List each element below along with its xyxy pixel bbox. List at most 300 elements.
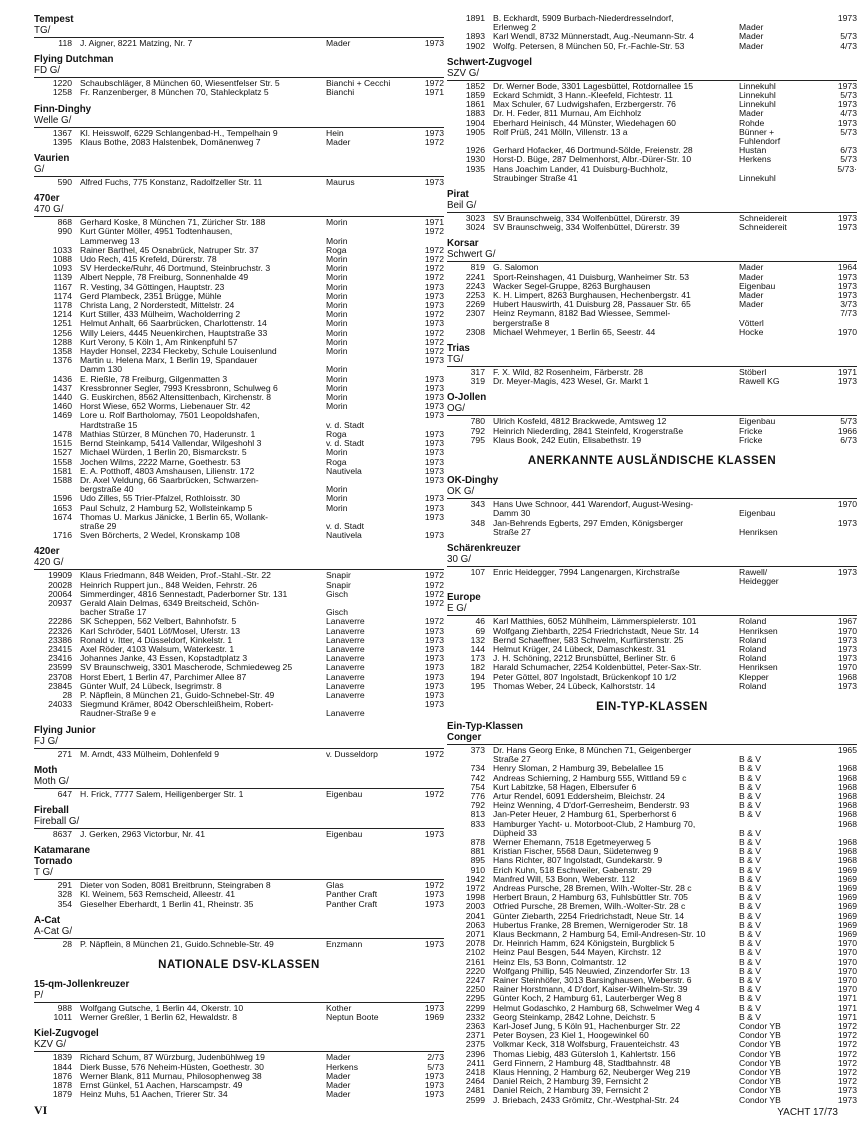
owner-address: Hans Richter, 807 Ingolstadt, Gundekarstr. 9: [493, 855, 663, 866]
owner-address: Alfred Fuchs, 775 Konstanz, Radolfzeller Str. 11: [80, 177, 263, 188]
owner-address: Heinz Wenning, 4 D'dorf-Gerresheim, Benderstr. 93: [493, 800, 690, 811]
registry-row: [447, 568, 857, 586]
year: 1972: [837, 1067, 857, 1078]
class-section: [34, 193, 444, 540]
sail-number: 1256: [52, 327, 72, 338]
sail-number: 2363: [465, 1021, 485, 1032]
class-code: FJ G/: [34, 735, 58, 747]
sail-number: 2481: [465, 1085, 485, 1096]
sail-number: 20937: [48, 597, 72, 608]
builder: Lanaverre: [326, 689, 365, 700]
builder: B & V: [739, 919, 761, 930]
year: 1972: [837, 1039, 857, 1050]
year: 1973: [424, 699, 444, 710]
sail-number: 1935: [465, 163, 485, 174]
year: 1973: [837, 1085, 857, 1096]
owner-address: K. H. Limpert, 8263 Burghausen, Hechenbergstr. 41: [493, 290, 691, 301]
class-section: [447, 238, 857, 337]
year: 1973: [424, 438, 444, 449]
sail-number: 2250: [465, 984, 485, 995]
year: 2/73: [427, 1052, 444, 1063]
builder: Morin: [326, 364, 348, 375]
class-code: A-Cat G/: [34, 925, 73, 937]
year: 1968: [837, 671, 857, 682]
sail-number: 173: [470, 653, 485, 664]
owner-address: J. Gerken, 2963 Victorbur, Nr. 41: [80, 828, 205, 839]
owner-address: Ernst Günkel, 51 Aachen, Harscampstr. 49: [80, 1080, 243, 1091]
sail-number: 2307: [465, 308, 485, 319]
builder: Mader: [326, 1080, 351, 1091]
owner-address: Heinz Muhs, 51 Aachen, Trierer Str. 34: [80, 1089, 228, 1100]
sail-number: 590: [57, 177, 72, 188]
builder: Roga: [326, 456, 347, 467]
owner-address: Andreas Schierning, 2 Hamburg 555, Wittland 59 c: [493, 772, 687, 783]
class-code: E G/: [447, 603, 467, 615]
year: 1968: [837, 800, 857, 811]
builder: Bünner + Fuhlendorf: [739, 126, 781, 147]
builder: Hein: [326, 127, 344, 138]
owner-address: Kl. Heisswolf, 6229 Schlangenbad-H., Tempelhain 9: [80, 127, 278, 138]
owner-address: Dr. Hans Georg Enke, 8 München 71, Geigenberger Straße 27: [493, 744, 692, 765]
sail-number: 734: [470, 763, 485, 774]
sail-number: 1859: [465, 90, 485, 101]
year: 1973: [424, 456, 444, 467]
builder: Lanaverre: [326, 708, 365, 719]
sail-number: 20028: [48, 579, 72, 590]
year: 1970: [837, 326, 857, 337]
builder: Linnekuhl: [739, 90, 776, 101]
builder: Condor YB: [739, 1057, 781, 1068]
owner-address: SV Braunschweig, 334 Wolfenbüttel, Dürerstr. 39: [493, 222, 680, 233]
year: 1973: [424, 355, 444, 366]
builder: Lanaverre: [326, 680, 365, 691]
year: 1969: [837, 873, 857, 884]
builder: Lanaverre: [326, 616, 365, 627]
builder: Klepper: [739, 671, 769, 682]
sail-number: 1088: [52, 254, 72, 265]
owner-address: SV Braunschweig, 3301 Mascherode, Schmiedeweg 25: [80, 662, 293, 673]
class-code: SZV G/: [447, 67, 480, 79]
owner-address: Jochen Wilms, 2222 Marne, Goethestr. 53: [80, 456, 241, 467]
builder: Mader: [326, 1070, 351, 1081]
builder: Henriksen: [739, 625, 778, 636]
year: 1973: [837, 222, 857, 233]
builder: Roland: [739, 680, 767, 691]
owner-address: Günter Wulf, 24 Lübeck, Isegrimstr. 8: [80, 680, 222, 691]
owner-address: SK Scheppen, 562 Velbert, Bahnhofstr. 5: [80, 616, 237, 627]
owner-address: Gerhard Hofacker, 46 Dortmund-Sölde, Freienstr. 28: [493, 145, 693, 156]
sail-number: 1674: [52, 511, 72, 522]
sail-number: 1437: [52, 382, 72, 393]
year: 1973: [837, 517, 857, 528]
registry-row: [447, 820, 857, 838]
builder: Linnekuhl: [739, 80, 776, 91]
year: 1973: [424, 653, 444, 664]
sail-number: 1653: [52, 502, 72, 513]
class-section: [447, 543, 857, 586]
registry-row: [34, 750, 444, 759]
sail-number: 1861: [465, 99, 485, 110]
year: 1971: [424, 217, 444, 228]
owner-address: Lore u. Rolf Bartholomay, 7501 Leopoldshafen, Hardtstraße 15: [80, 410, 260, 430]
sail-number: 195: [470, 680, 485, 691]
sail-number: 1972: [465, 882, 485, 893]
year: 1973: [424, 1070, 444, 1081]
sail-number: 1033: [52, 244, 72, 255]
class-code: OG/: [447, 403, 465, 415]
year: 1968: [837, 790, 857, 801]
builder: Morin: [326, 318, 348, 329]
sail-number: 1852: [465, 80, 485, 91]
builder: Fricke: [739, 425, 763, 436]
owner-address: Siegmund Krämer, 8042 Oberschleißheim, Robert- Raudner-Straße 9 e: [80, 699, 274, 719]
sail-number: 754: [470, 781, 485, 792]
year: 1973: [424, 671, 444, 682]
builder: Hocke: [739, 326, 764, 337]
year: 1973: [837, 117, 857, 128]
sail-number: 22286: [48, 616, 72, 627]
class-code: Schwert G/: [447, 249, 496, 261]
owner-address: Wolfgang Phillip, 545 Neuwied, Zinzendorfer Str. 13: [493, 965, 690, 976]
owner-address: Gieselher Eberhardt, 1 Berlin 41, Rheinstr. 35: [80, 898, 254, 909]
year: 1972: [424, 748, 444, 759]
builder: Glas: [326, 880, 344, 891]
builder: Morin: [326, 447, 348, 458]
year: 1972: [424, 616, 444, 627]
class-code: FD G/: [34, 65, 61, 77]
year: 1973: [424, 828, 444, 839]
year: 1973: [424, 511, 444, 522]
class-code: 30 G/: [447, 553, 471, 565]
sail-number: 194: [470, 671, 485, 682]
owner-address: Michael Wehmeyer, 1 Berlin 65, Seestr. 44: [493, 326, 656, 337]
class-name: Vaurien: [34, 153, 70, 165]
builder: Eigenbau: [739, 508, 776, 519]
sail-number: 1251: [52, 318, 72, 329]
builder: B & V: [739, 772, 761, 783]
builder: Lanaverre: [326, 643, 365, 654]
year: 1973: [424, 689, 444, 700]
owner-address: Wolfgang Gutsche, 1 Berlin 44, Okerstr. 10: [80, 1003, 244, 1013]
owner-address: Schaubschläger, 8 München 60, Wiesentfelser Str. 5: [80, 78, 280, 89]
year: 6/73: [840, 434, 857, 445]
registry-row: [447, 519, 857, 537]
builder: Morin: [326, 493, 348, 504]
owner-address: Wacker Segel-Gruppe, 8263 Burghausen: [493, 280, 651, 291]
sail-number: 1093: [52, 263, 72, 274]
builder: B & V: [739, 882, 761, 893]
builder: Linnekuhl: [739, 172, 776, 183]
sail-number: 107: [470, 566, 485, 577]
owner-address: Ulrich Kosfeld, 4812 Brackwede, Amtsweg 12: [493, 416, 667, 427]
builder: B & V: [739, 781, 761, 792]
owner-address: Günter Koch, 2 Hamburg 61, Lauterberger Weg 8: [493, 993, 682, 1004]
owner-address: Herbert Braun, 2 Hamburg 63, Fuhlsbüttler Str. 705: [493, 892, 688, 903]
builder: Morin: [326, 235, 348, 246]
sail-number: 742: [470, 772, 485, 783]
owner-address: Bernd Steinkamp, 5414 Vallendar, Wilgeshohl 3: [80, 438, 262, 449]
class-section: [447, 721, 857, 1105]
registry-row: [34, 476, 444, 494]
year: 7/73: [840, 308, 857, 319]
owner-address: Volkmar Keck, 318 Wolfsburg, Frauenteichstr. 43: [493, 1039, 680, 1050]
sail-number: 3023: [465, 213, 485, 224]
year: 1973: [424, 634, 444, 645]
builder: Condor YB: [739, 1030, 781, 1041]
sail-number: 1998: [465, 892, 485, 903]
owner-address: Wolfg. Petersen, 8 München 50, Fr.-Fachle-Str. 53: [493, 40, 685, 51]
builder: B & V: [739, 910, 761, 921]
year: 1973: [837, 271, 857, 282]
year: 1972: [837, 1076, 857, 1087]
owner-address: Udo Rech, 415 Krefeld, Dürerstr. 78: [80, 254, 217, 265]
builder: Mader: [739, 271, 764, 282]
class-section: [447, 392, 857, 445]
class-section: [34, 153, 444, 187]
registry-row: [447, 436, 857, 445]
owner-address: Thomas U. Markus Jänicke, 1 Berlin 65, Wollank- straße 29: [80, 511, 269, 531]
class-name: 15-qm-Jollenkreuzer: [34, 979, 130, 990]
sail-number: 1436: [52, 373, 72, 384]
sail-number: 28: [62, 938, 72, 949]
owner-address: Johannes Janke, 43 Essen, Kopstadtplatz 3: [80, 653, 248, 664]
owner-address: Dr. Werner Bode, 3301 Lagesbüttel, Rotdornallee 15: [493, 80, 694, 91]
owner-address: Martin u. Helena Marx, 1 Berlin 19, Spandauer Damm 130: [80, 355, 258, 375]
sail-number: 343: [470, 499, 485, 510]
owner-address: Karl Matthies, 6052 Mühlheim, Lämmerspielerstr. 101: [493, 616, 697, 627]
year: 1970: [837, 984, 857, 995]
builder: Lanaverre: [326, 625, 365, 636]
year: 1972: [424, 327, 444, 338]
year: 1973: [424, 401, 444, 412]
owner-address: Gerd Plambeck, 2351 Brügge, Mühle: [80, 290, 222, 301]
builder: Morin: [326, 263, 348, 274]
builder: Enzmann: [326, 938, 363, 949]
owner-address: Horst-D. Büge, 287 Delmenhorst, Albr.-Dürer-Str. 10: [493, 154, 692, 165]
class-section: [34, 14, 444, 48]
owner-address: Hubertus Franke, 28 Bremen, Wernigeroder Str. 18: [493, 919, 688, 930]
sail-number: 2269: [465, 299, 485, 310]
builder: B & V: [739, 800, 761, 811]
owner-address: Gerald Alain Delmas, 6349 Breitscheid, Schön- bacher Straße 17: [80, 597, 260, 618]
registry-row: [34, 830, 444, 839]
year: 1968: [837, 836, 857, 847]
registry-row: [34, 1013, 444, 1022]
owner-address: Kurt Stiller, 433 Mülheim, Wacholderring 2: [80, 309, 241, 320]
year: 1973: [837, 643, 857, 654]
year: 1972: [424, 597, 444, 608]
sail-number: 1258: [52, 87, 72, 98]
owner-address: Hayder Honsel, 2234 Fleckeby, Schule Louisenlund: [80, 346, 277, 357]
year: 1969: [424, 1012, 444, 1023]
owner-address: J. Aigner, 8221 Matzing, Nr. 7: [80, 38, 193, 48]
builder: B & V: [739, 892, 761, 903]
builder: Mader: [326, 136, 351, 147]
year: 1969: [837, 901, 857, 912]
builder: Morin: [326, 272, 348, 283]
sail-number: 1358: [52, 346, 72, 357]
builder: Bianchi + Cecchi: [326, 78, 391, 89]
sail-number: 1167: [53, 281, 72, 292]
year: 1971: [837, 367, 857, 378]
owner-address: R. Vesting, 34 Göttingen, Hauptstr. 23: [80, 281, 225, 292]
year: 1973: [424, 1080, 444, 1091]
sail-number: 118: [58, 38, 72, 48]
builder: Roga: [326, 244, 347, 255]
registry-row: [447, 165, 857, 183]
sail-number: 3024: [465, 222, 485, 233]
sail-number: 2102: [465, 947, 485, 958]
year: 1973: [837, 1094, 857, 1105]
sail-number: 1893: [465, 31, 485, 42]
sail-number: 182: [470, 662, 485, 673]
owner-address: Rainer Steinhöfer, 3013 Barsinghausen, Weberstr. 6: [493, 975, 692, 986]
builder: Morin: [326, 254, 348, 265]
year: 1972: [424, 272, 444, 283]
year: 5/73·: [837, 163, 857, 174]
owner-address: Kristian Fischer, 5568 Daun, Südetenweg 9: [493, 846, 659, 857]
year: 1970: [837, 499, 857, 510]
year: 5/73: [840, 154, 857, 165]
owner-address: Hans Joachim Lander, 41 Duisburg-Buchholz, Straubinger Straße 41: [493, 163, 668, 183]
owner-address: Bernd Schaeffner, 583 Schwelm, Kurfürstenstr. 25: [493, 634, 684, 645]
year: 1973: [837, 376, 857, 387]
year: 1973: [424, 410, 444, 421]
builder: Condor YB: [739, 1094, 781, 1105]
registry-row: [34, 700, 444, 718]
builder: Panther Craft: [326, 889, 378, 900]
owner-address: Daniel Reich, 2 Hamburg 39, Fernsicht 2: [493, 1076, 649, 1087]
owner-address: Peter Göttel, 807 Ingolstadt, Brückenkopf 10 1/2: [493, 671, 677, 682]
builder: Schneidereit: [739, 213, 787, 224]
year: 1970: [837, 956, 857, 967]
owner-address: Sport-Reinshagen, 41 Duisburg, Wanheimer Str. 53: [493, 271, 690, 282]
sail-number: 1716: [52, 530, 72, 541]
owner-address: Dr. Heinrich Hamm, 624 Königstein, Burgblick 5: [493, 938, 675, 949]
registry-row: [34, 411, 444, 429]
owner-address: Georg Steinkamp, 2842 Lohne, Deichstr. 5: [493, 1011, 656, 1022]
builder: Morin: [326, 346, 348, 357]
owner-address: Klaus Book, 242 Eutin, Elisabethstr. 19: [493, 434, 642, 445]
year: 1969: [837, 929, 857, 939]
year: 1973: [837, 13, 857, 23]
registry-row: [34, 356, 444, 374]
owner-address: P. Näpflein, 8 München 21, Guido.Schneble-Str. 49: [80, 938, 274, 949]
builder: Mader: [326, 1089, 351, 1100]
sail-number: 2063: [465, 919, 485, 930]
owner-address: Manfred Will, 53 Bonn, Weberstr. 112: [493, 873, 636, 884]
class-name: 420er: [34, 546, 60, 558]
owner-address: Hamburger Yacht- u. Motorboot-Club, 2 Hamburg 70, Düpheid 33: [493, 818, 696, 838]
year: 1968: [837, 763, 857, 774]
owner-address: Kl. Weinem, 563 Remscheid, Alleestr. 41: [80, 889, 236, 900]
owner-address: Artur Rendel, 6091 Eddersheim, Bleichstr. 24: [493, 790, 665, 801]
year: 1972: [424, 346, 444, 357]
builder: Linnekuhl: [739, 99, 776, 110]
registry-row: [34, 88, 444, 97]
owner-address: Dr. Meyer-Magis, 423 Wesel, Gr. Markt 1: [493, 376, 649, 387]
owner-address: Eberhard Heinisch, 44 Münster, Wiedehagen 60: [493, 117, 676, 128]
sail-number: 1596: [52, 493, 72, 504]
registry-row: [34, 227, 444, 245]
class-code: G/: [34, 164, 45, 176]
class-section: [447, 475, 857, 537]
builder: Morin: [326, 392, 348, 403]
owner-address: Karl-Josef Jung, 5 Köln 91, Hachenburger Str. 22: [493, 1021, 681, 1032]
builder: Morin: [326, 300, 348, 311]
owner-address: Dr. Axel Veldung, 66 Saarbrücken, Schwarzen- bergstraße 40: [80, 474, 259, 495]
sail-number: 910: [470, 864, 485, 875]
class-section: [447, 592, 857, 691]
year: 1970: [837, 947, 857, 958]
year: 1973: [424, 1089, 444, 1100]
builder: v. d. Stadt: [326, 438, 365, 449]
year: 4/73: [840, 40, 857, 51]
class-code: P/: [34, 990, 44, 1001]
builder: Panther Craft: [326, 898, 378, 909]
owner-address: Eckard Schmidt, 3 Hann.-Kleefeld, Fichtestr. 11: [493, 90, 673, 101]
registry-row: [447, 223, 857, 232]
class-name: Korsar: [447, 238, 479, 250]
year: 1968: [837, 855, 857, 866]
sail-number: 795: [470, 434, 485, 445]
year: 1972: [837, 1021, 857, 1032]
sail-number: 144: [470, 643, 485, 654]
year: 5/73: [840, 90, 857, 101]
sail-number: 2161: [465, 956, 485, 967]
sail-number: 2003: [465, 901, 485, 912]
builder: Condor YB: [739, 1085, 781, 1096]
registry-row: [34, 39, 444, 48]
sail-number: 990: [57, 226, 72, 237]
builder: B & V: [739, 1011, 761, 1022]
builder: Morin: [326, 336, 348, 347]
registry-row: [34, 599, 444, 617]
year: 1972: [424, 570, 444, 581]
class-section: [34, 546, 444, 718]
sail-number: 1883: [465, 108, 485, 119]
sail-number: 780: [470, 416, 485, 427]
builder: B & V: [739, 763, 761, 774]
sail-number: 2464: [465, 1076, 485, 1087]
builder: Morin: [326, 217, 348, 228]
year: 1973: [424, 373, 444, 384]
sail-number: 833: [470, 818, 485, 829]
sail-number: 1902: [465, 40, 485, 51]
year: 1973: [424, 680, 444, 691]
year: 1971: [424, 87, 444, 98]
year: 1969: [837, 910, 857, 921]
year: 1968: [837, 772, 857, 783]
owner-address: G. Euskirchen, 8562 Altensittenbach, Kirchenstr. 8: [80, 392, 272, 403]
builder: Roland: [739, 653, 767, 664]
registry-row: [447, 377, 857, 386]
sail-number: 1139: [53, 272, 72, 283]
year: 1972: [424, 226, 444, 237]
registry-row: [34, 900, 444, 909]
owner-address: Enric Heidegger, 7994 Langenargen, Kirchstraße: [493, 566, 680, 577]
year: 1973: [424, 530, 444, 541]
sail-number: 1214: [52, 309, 72, 320]
builder: Gisch: [326, 607, 348, 618]
builder: Mader: [739, 262, 764, 273]
class-section: [447, 57, 857, 183]
sail-number: 988: [57, 1003, 72, 1013]
registry-row: [34, 178, 444, 187]
sail-number: 1174: [53, 290, 72, 301]
sail-number: 1288: [52, 336, 72, 347]
year: 1973: [424, 290, 444, 301]
